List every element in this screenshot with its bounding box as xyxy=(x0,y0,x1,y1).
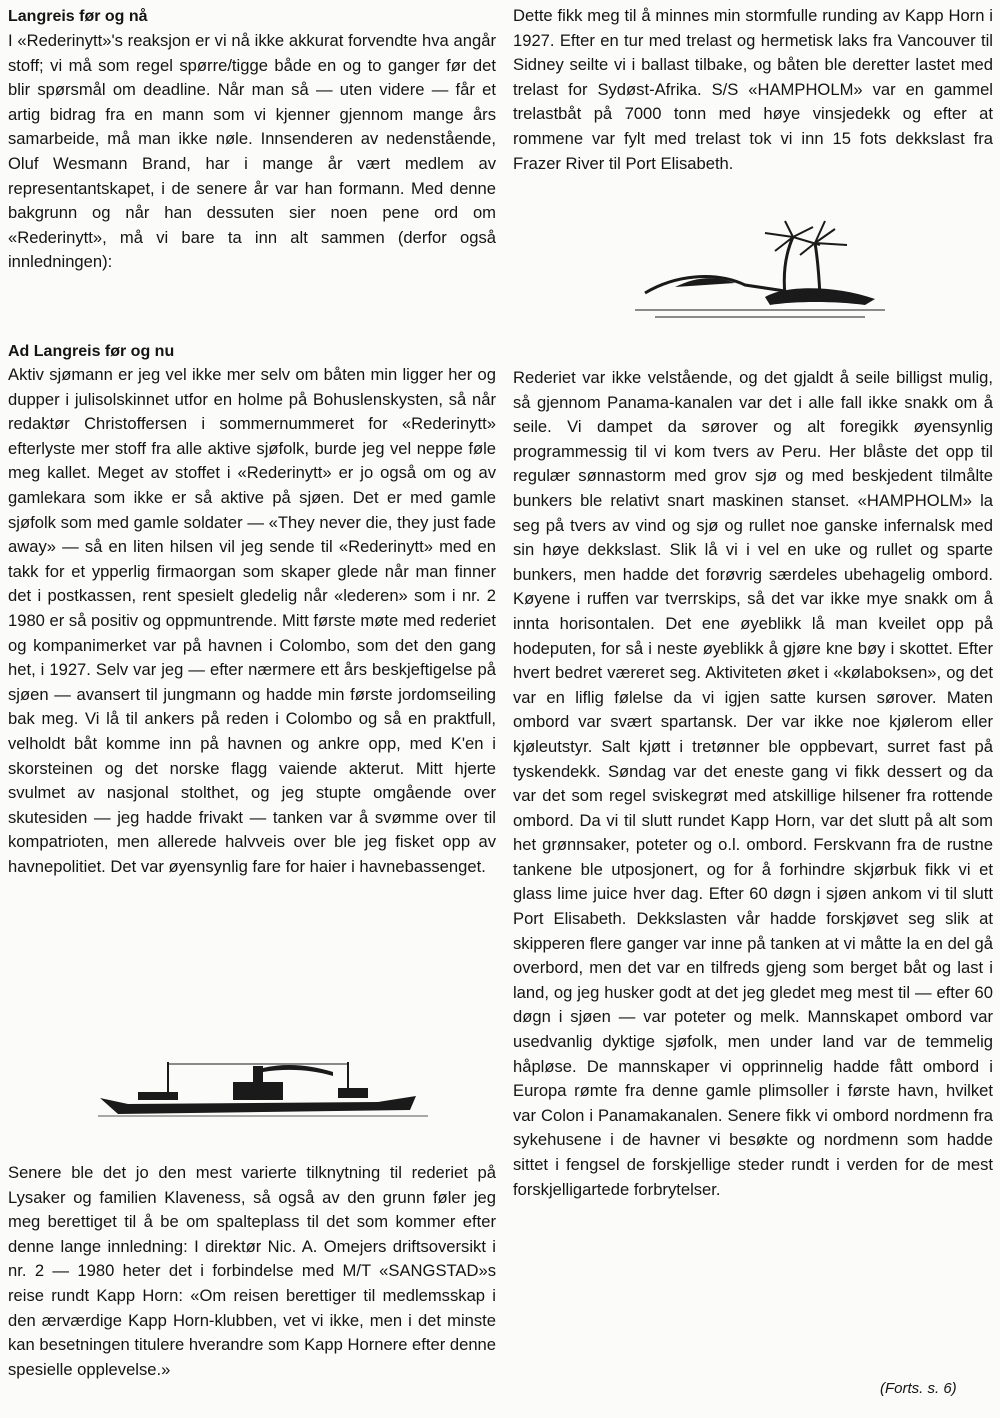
steamship-illustration xyxy=(98,1058,428,1138)
intro-paragraph: I «Rederinytt»'s reaksjon er vi nå ikke akkurat forvendte hva angår stoff; vi må som regel spørre/tigge både en og to ganger før det blir spørsmål om deadline. Når man så — uten videre — får et artig bidrag fra en mann som vi kjenner gjennom mange års samarbeide, må man ikke nøle. Innsenderen av nedenstående, Oluf Wesmann Brand, har i mange år vært medlem av representantskapet, i de senere år var han formann. Med denne bakgrunn og når han dessuten sier noen pene ord om «Rederinytt», må vi bare ta inn alt sammen (derfor også innledningen): xyxy=(8,31,496,272)
continued-note: (Forts. s. 6) xyxy=(880,1380,957,1397)
article-heading-langreis: Langreis før og nå xyxy=(8,8,148,25)
story-paragraph-later: Senere ble det jo den mest varierte tilknytning til rederiet på Lysaker og familien Klaveness, så også av den grunn føler jeg meg berettiget til å be om spalteplass til det som kommer efter denne lange innledning: I direktør Nic. A. Omejers driftsoversikt i nr. 2 — 1980 heter det i forbindelse med M/T «SANGSTAD»s reise rundt Kapp Horn: «Om reisen berettiger til medlemsskap i den ærværdige Kapp Horn-klubben, vet vi ikke, men i det minste kan besetningen titulere hverandre som Kapp Hornere efter denne spesielle opplevelse.» xyxy=(8,1163,496,1379)
story-paragraph-right: Rederiet var ikke velstående, og det gjaldt å seile billigst mulig, så gjennom Panama-kanalen var det i alle fall ikke snakk om å seile. Vi dampet da sørover og alt foregikk øyensynlig programmessig til vi kom tvers av Peru. Her blåste det opp til regulær sønnastorm med grov sjø og med beskjedent tilmålte bunkers ble relativt snart maskinen stanset. «HAMPHOLM» la seg på tvers av vind og sjø og rullet noe ganske infernalsk med sin høye dekkslast. Slik lå vi i vel en uke og rullet og sparte bunkers, men hadde det forøvrig særdeles ubehagelig ombord. Køyene i ruffen var tverrskips, så det var ikke mye snakk om å innta horisontalen. Det ene øyeblikk lå man kveilet opp på hodeputen, for så i neste øyeblikk å gjøre kne bøy i skottet. Efter hvert bedret væreret seg. Aktiviteten øket i «kølaboksen», og det var en liflig følelse da vi igjen satte kursen sørover. Maten ombord var svært spartansk. Der var ikke noe kjølerom eller kjøleutstyr. Salt kjøtt i tretønner ble oppbevart, surret fast på tyskendekk. Søndag var det eneste gang vi fikk dessert og da var det som regel sviskegrøt med atskillige hilsener fra rottende ombord. Da vi til slutt rundet Kapp Horn, var det slutt på alt som het grønnsaker, poteter og o.l. ombord. Ferskvann fra de rustne tankene ble utposjonert, og for å forhindre skjørbuk fikk vi et glass lime juice hver dag. Efter 60 døgn i sjøen ankom vi til slutt Port Elisabeth. Dekkslasten vår hadde forskjøvet seg slik at skipperen flere ganger var inne på tanken at vi måtte la en del gå overbord, men det var en tilfreds gjeng som berget båt og last i land, og jeg husker godt at det jeg gledet meg mest til — efter 60 døgn i sjøen — var poteter og melk. Mannskapet ombord var usedvanlig dyktige sjøfolk, men under land var de temmelig håpløse. De mannskaper vi opprinnelig hadde fått ombord i Europa rømte fra denne gamle plimsoller i første havn, hvilket var Colon i Panamakanalen. Senere fikk vi ombord nordmenn fra sykehusene i de havner vi besøkte og nordmenn som hadde sittet i fengsel de forskjellige steder rundt i verden for de mest forskjelligartede forbrytelser. xyxy=(513,368,993,1199)
article-subheading-ad-langreis: Ad Langreis før og nu xyxy=(8,343,175,360)
palm-island-illustration xyxy=(635,215,885,325)
story-paragraph-right-top: Dette fikk meg til å minnes min stormfulle runding av Kapp Horn i 1927. Efter en tur med trelast og hermetisk laks fra Vancouver til Sidney seilte vi i ballast tilbake, og båten ble deretter lastet med trelast for Sydøst-Afrika. S/S «HAMPHOLM» var en gammel trelastbåt på 7000 tonn med høye vinsjedekk og efter at rommene var fylt med trelast tok vi inn 15 fots dekkslast fra Frazer River til Port Elisabeth. xyxy=(513,6,993,173)
story-paragraph-left: Aktiv sjømann er jeg vel ikke mer selv om båten min ligger her og dupper i julisolskinnet utfor en holme på Bohuslenskysten, så når redaktør Christoffersen i sommernummeret for «Rederinytt» efterlyste mer stoff fra alle aktive sjøfolk, burde jeg vel neppe føle meg kallet. Meget av stoffet i «Rederinytt» er jo også om og av gamlekara som ikke er så aktive på sjøen. Det er med gamle sjøfolk som med gamle soldater — «They never die, they just fade away» — så en liten hilsen vil jeg sende til «Rederinytt» med en takk for et ypperlig firmaorgan som skaper glede når man finner det i postkassen, rent spesielt gledelig når «lederen» som i nr. 2 1980 er så positiv og oppmuntrende. Mitt første møte med rederiet og kompanimerket var på havnen i Colombo, som det den gang het, i 1927. Selv var jeg — efter nærmere ett års beskjeftigelse på sjøen — avansert til jungmann og hadde min første jordomseiling bak meg. Vi lå til ankers på reden i Colombo og så en praktfull, velholdt båt komme inn på havnen og ankre opp, med K'en i skorsteinen og det norske flagg vaiende akterut. Mitt hjerte svulmet av nasjonal stolthet, og jeg stupte omgående over skutesiden — jeg hadde frivakt — tanken var å svømme over til kompatrioten, men allerede halvveis over ble jeg fisket opp av havnepolitiet. Det var øyensynlig fare for haier i havnebassenget. xyxy=(8,365,496,876)
